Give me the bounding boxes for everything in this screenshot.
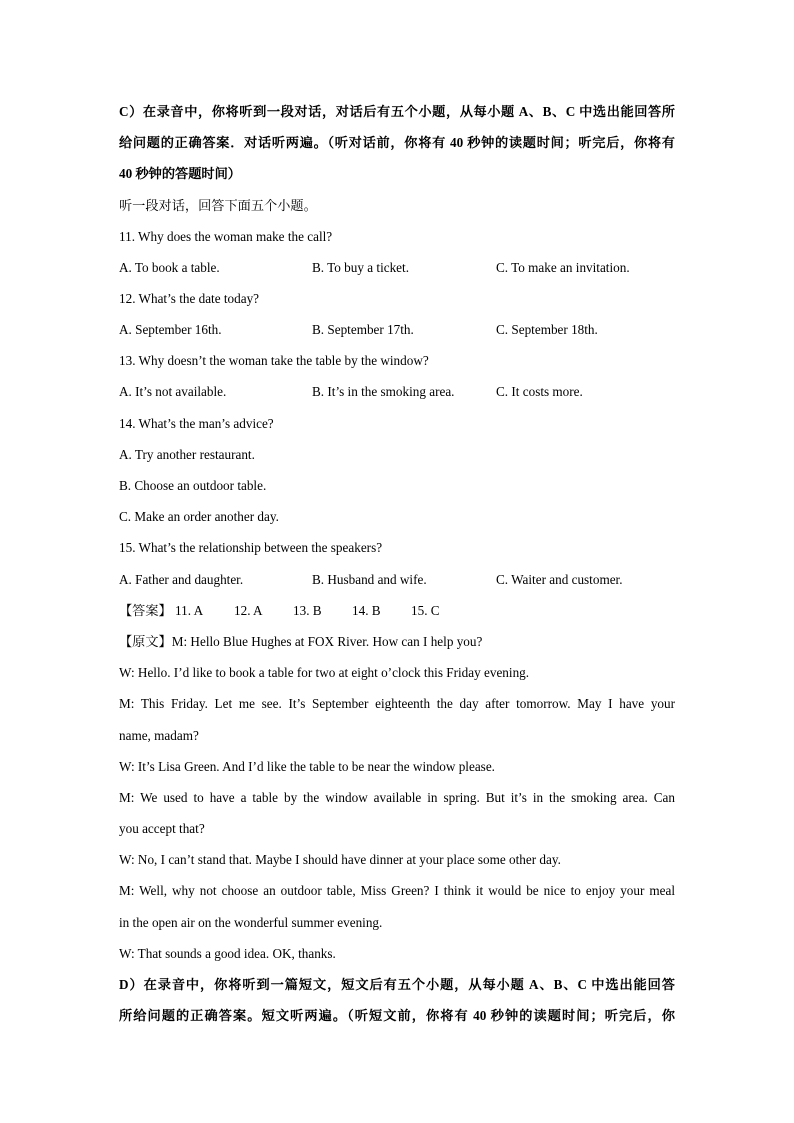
question-15-option-b: B. Husband and wife. [312,572,427,587]
transcript-line-11: W: That sounds a good idea. OK, thanks. [119,946,336,961]
section-c-instruction: 听一段对话，回答下面五个小题。 [119,198,317,213]
question-14-option-a: A. Try another restaurant. [119,447,255,462]
question-13-options [119,382,675,402]
question-12-option-a: A. September 16th. [119,322,222,337]
section-d-intro-line-2: 所给问题的正确答案。短文听两遍。（听短文前，你将有 40 秒钟的读题时间；听完后，你 [119,1008,675,1023]
question-14-stem: 14. What’s the man’s advice? [119,416,274,431]
question-11-options [119,258,675,278]
transcript-line-9: M: Well, why not choose an outdoor table, Miss Green? I think it would be nice to enjoy your meal [119,883,675,898]
transcript-line-4: name, madam? [119,728,199,743]
answer-13: 13. B [293,603,322,618]
question-11-option-c: C. To make an invitation. [496,260,630,275]
transcript-line-7: you accept that? [119,821,205,836]
question-11-stem: 11. Why does the woman make the call? [119,229,333,244]
question-13-stem: 13. Why doesn’t the woman take the table by the window? [119,353,429,368]
transcript-line-8: W: No, I can’t stand that. Maybe I should have dinner at your place some other day. [119,852,561,867]
transcript-line-2: W: Hello. I’d like to book a table for two at eight o’clock this Friday evening. [119,665,530,680]
question-13-option-a: A. It’s not available. [119,384,227,399]
question-12-option-b: B. September 17th. [312,322,414,337]
transcript-line-3: M: This Friday. Let me see. It’s September eighteenth the day after tomorrow. May I have your [119,696,675,711]
answer-15: 15. C [411,603,440,618]
question-15-stem: 15. What’s the relationship between the speakers? [119,540,383,555]
question-14-option-b: B. Choose an outdoor table. [119,478,267,493]
question-12-stem: 12. What’s the date today? [119,291,260,306]
transcript-line-10: in the open air on the wonderful summer evening. [119,915,383,930]
question-14-option-c: C. Make an order another day. [119,509,279,524]
answer-14: 14. B [352,603,381,618]
question-11-option-a: A. To book a table. [119,260,220,275]
answer-key [119,601,675,621]
answer-12: 12. A [234,603,263,618]
transcript-line-6: M: We used to have a table by the window available in spring. But it’s in the smoking area. Can [119,790,675,805]
question-12-option-c: C. September 18th. [496,322,598,337]
question-15-option-a: A. Father and daughter. [119,572,244,587]
question-13-option-c: C. It costs more. [496,384,583,399]
section-c-intro-line-3: 40 秒钟的答题时间） [119,166,241,181]
transcript-text-1: M: Hello Blue Hughes at FOX River. How can I help you? [171,634,483,649]
answer-label: 【答案】 [119,603,172,618]
answer-11: 11. A [175,603,204,618]
question-15-options [119,570,675,590]
question-15-option-c: C. Waiter and customer. [496,572,623,587]
question-11-option-b: B. To buy a ticket. [312,260,409,275]
transcript-line-1 [119,632,675,652]
question-12-options [119,320,675,340]
transcript-line-5: W: It’s Lisa Green. And I’d like the table to be near the window please. [119,759,495,774]
section-d-intro-line-1: D）在录音中，你将听到一篇短文，短文后有五个小题，从每小题 A、B、C 中选出能回答 [119,977,675,992]
question-13-option-b: B. It’s in the smoking area. [312,384,455,399]
transcript-label: 【原文】 [119,634,172,649]
section-c-intro-line-1: C）在录音中，你将听到一段对话，对话后有五个小题，从每小题 A、B、C 中选出能回答所 [119,104,675,119]
section-c-intro-line-2: 给问题的正确答案．对话听两遍。（听对话前，你将有 40 秒钟的读题时间；听完后，你将有 [119,135,675,150]
